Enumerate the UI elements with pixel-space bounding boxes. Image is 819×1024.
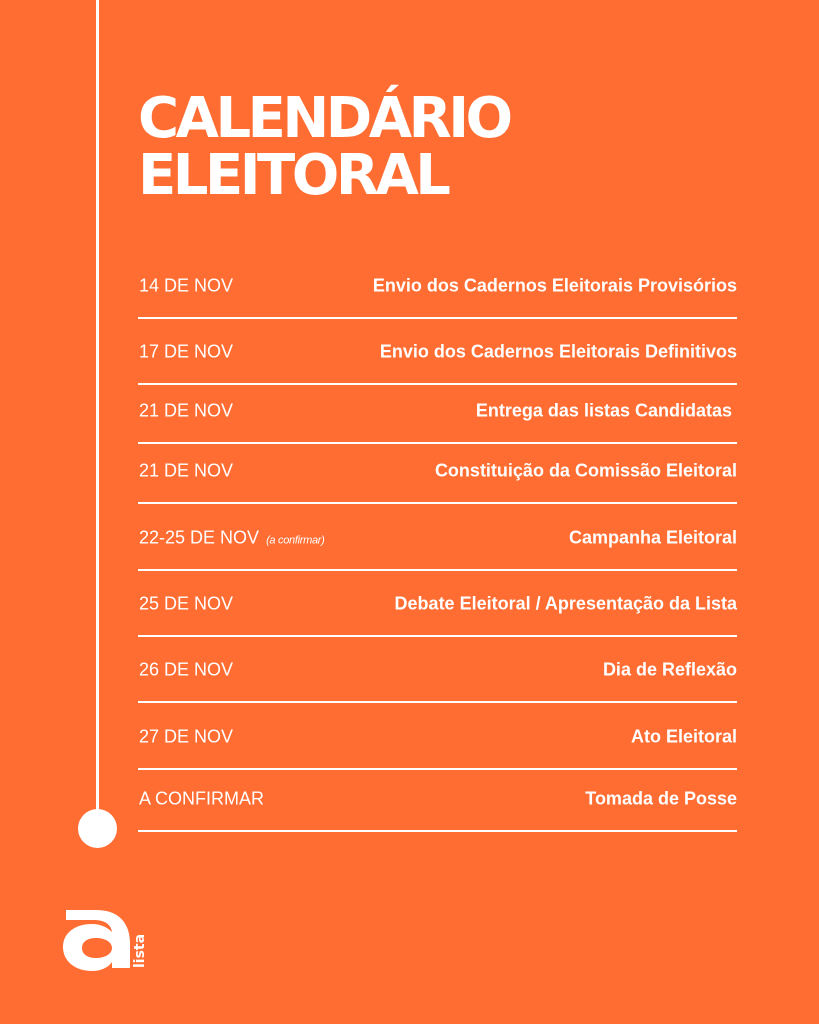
schedule-event: Ato Eleitoral <box>630 726 737 747</box>
schedule-row <box>138 768 737 832</box>
schedule-event: Envio dos Cadernos Eleitorais Definitivos <box>379 341 737 362</box>
schedule-date: 17 DE NOV <box>139 341 234 362</box>
schedule-date: 14 DE NOV <box>139 275 234 296</box>
schedule-date: A CONFIRMAR <box>139 788 265 809</box>
timeline-line <box>96 0 99 815</box>
schedule-date: 26 DE NOV <box>139 659 234 680</box>
timeline-end-dot <box>78 809 117 848</box>
page-title <box>138 86 510 208</box>
schedule-date: 25 DE NOV <box>139 593 234 614</box>
schedule-event: Envio dos Cadernos Eleitorais Provisórios <box>372 275 737 296</box>
title-line-1: CALENDÁRIO <box>138 86 510 151</box>
schedule-row <box>138 573 737 637</box>
schedule-row <box>138 507 737 571</box>
schedule-note: (a confirmar) <box>266 534 325 547</box>
schedule-row <box>138 706 737 770</box>
schedule-row <box>138 255 737 319</box>
schedule-event: Dia de Reflexão <box>602 659 737 680</box>
schedule-row <box>138 321 737 385</box>
schedule-event: Tomada de Posse <box>585 788 737 809</box>
logo-wordmark: lista <box>132 933 148 968</box>
schedule-event: Debate Eleitoral / Apresentação da Lista <box>394 593 737 614</box>
schedule-date: 22-25 DE NOV <box>139 527 260 548</box>
schedule-row <box>138 440 737 504</box>
schedule-event: Entrega das listas Candidatas <box>475 400 732 421</box>
schedule-row <box>138 639 737 703</box>
schedule-row <box>138 380 737 444</box>
title-line-2: ELEITORAL <box>138 143 448 208</box>
schedule-event: Constituição da Comissão Eleitoral <box>434 460 737 481</box>
schedule-date: 21 DE NOV <box>139 400 234 421</box>
schedule-event: Campanha Eleitoral <box>568 527 737 548</box>
schedule-date: 21 DE NOV <box>139 460 234 481</box>
schedule-date: 27 DE NOV <box>139 726 234 747</box>
